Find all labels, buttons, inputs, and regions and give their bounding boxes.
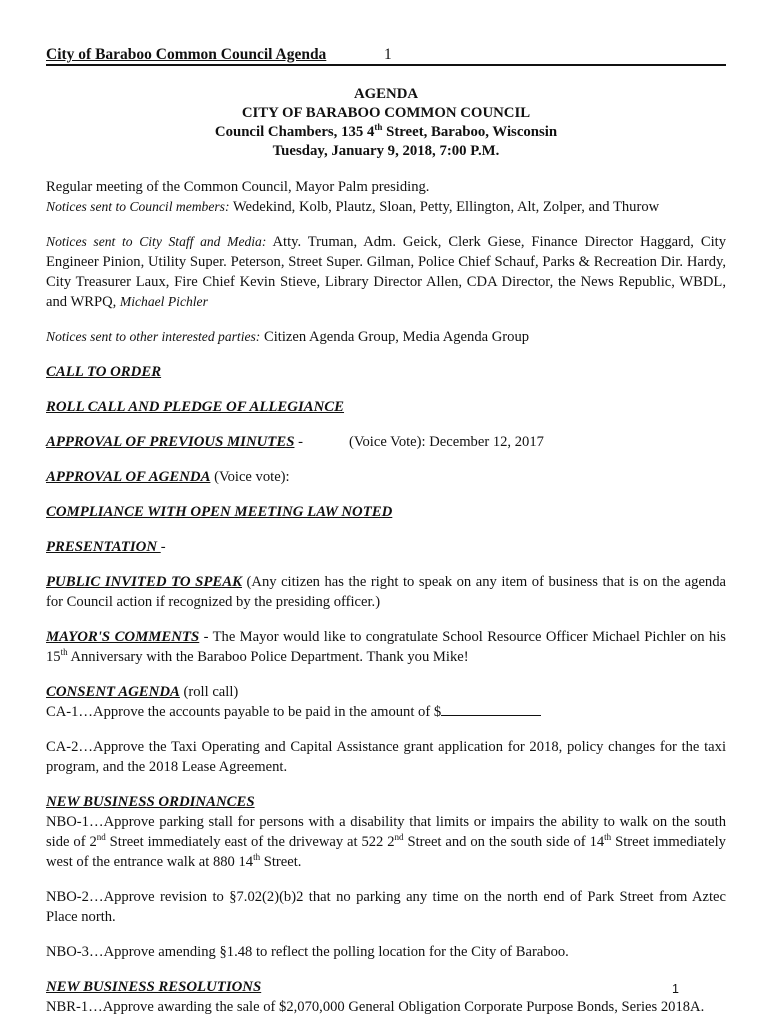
- heading-line-1: AGENDA: [353, 86, 419, 102]
- consent-item-ca1: CA-1…Approve the accounts payable to be paid in the amount of $: [46, 702, 726, 722]
- consent-item-ca2: CA-2…Approve the Taxi Operating and Capital Assistance grant application for 2018, policy changes for the taxi program, and the 2018 Lease Agreement.: [46, 739, 726, 775]
- roll-call-heading: ROLL CALL AND PLEDGE OF ALLEGIANCE: [46, 399, 345, 415]
- agenda-heading: [46, 85, 726, 161]
- ordinance-item-nbo1: NBO-1…Approve parking stall for persons with a disability that limits or impairs the ability to walk on the south side of 2nd Street immediately east of the driveway at 522 2nd Street and on the south side of 14th Street immediately west of the entrance walk at 880 14th Street.: [46, 814, 726, 870]
- running-header-title: City of Baraboo Common Council Agenda: [46, 46, 327, 63]
- heading-line-4: Tuesday, January 9, 2018, 7:00 P.M.: [272, 143, 500, 159]
- approval-agenda-line: APPROVAL OF AGENDA (Voice vote):: [46, 469, 290, 485]
- page-number: 1: [672, 982, 679, 996]
- other-notices: Notices sent to other interested parties: Citizen Agenda Group, Media Agenda Group: [46, 329, 530, 345]
- mayors-comments-line: MAYOR'S COMMENTS - The Mayor would like to congratulate School Resource Officer Michael Pichler on his 15th Anniversary with the Baraboo Police Department. Thank you Mike!: [46, 629, 726, 665]
- public-invited-line: PUBLIC INVITED TO SPEAK (Any citizen has the right to speak on any item of business that is on the agenda for Council action if recognized by the presiding officer.): [46, 574, 726, 610]
- resolution-item-nbr1: NBR-1…Approve awarding the sale of $2,070,000 General Obligation Corporate Purpose Bonds, Series 2018A.: [46, 999, 705, 1015]
- heading-line-3: Council Chambers, 135 4th Street, Baraboo, Wisconsin: [214, 122, 558, 140]
- agenda-page: [46, 42, 726, 1017]
- council-notices: Notices sent to Council members: Wedekind, Kolb, Plautz, Sloan, Petty, Ellington, Alt, Zolper, and Thurow: [46, 199, 660, 215]
- ordinance-item-nbo2: NBO-2…Approve revision to §7.02(2)(b)2 that no parking any time on the north end of Park Street from Aztec Place north.: [46, 889, 726, 925]
- ordinance-item-nbo3: NBO-3…Approve amending §1.48 to reflect the polling location for the City of Baraboo.: [46, 944, 569, 960]
- heading-line-2: CITY OF BARABOO COMMON COUNCIL: [241, 105, 531, 121]
- call-to-order-heading: CALL TO ORDER: [46, 364, 162, 380]
- staff-notices: Notices sent to City Staff and Media: Atty. Truman, Adm. Geick, Clerk Giese, Finance Director Haggard, City Engineer Pinion, Utility Super. Peterson, Street Super. Gilman, Police Chief Schauf, Parks & Recreation Dir. Hardy, City Treasurer Laux, Fire Chief Kevin Stieve, Library Director Allen, CDA Director, the News Republic, WBDL, and WRPQ, Michael Pichler: [46, 234, 726, 310]
- resolutions-heading: NEW BUSINESS RESOLUTIONS: [46, 979, 262, 995]
- compliance-heading: COMPLIANCE WITH OPEN MEETING LAW NOTED: [46, 504, 393, 520]
- running-header: [46, 42, 726, 66]
- presiding-line: Regular meeting of the Common Council, Mayor Palm presiding.: [46, 179, 430, 195]
- ordinances-heading: NEW BUSINESS ORDINANCES: [46, 794, 255, 810]
- amount-blank: [441, 702, 541, 716]
- approval-minutes-line: APPROVAL OF PREVIOUS MINUTES - (Voice Vote): December 12, 2017: [46, 434, 544, 450]
- presentation-heading: PRESENTATION -: [46, 539, 166, 555]
- running-header-page: 1: [384, 46, 392, 63]
- consent-agenda-heading: CONSENT AGENDA (roll call): [46, 684, 239, 700]
